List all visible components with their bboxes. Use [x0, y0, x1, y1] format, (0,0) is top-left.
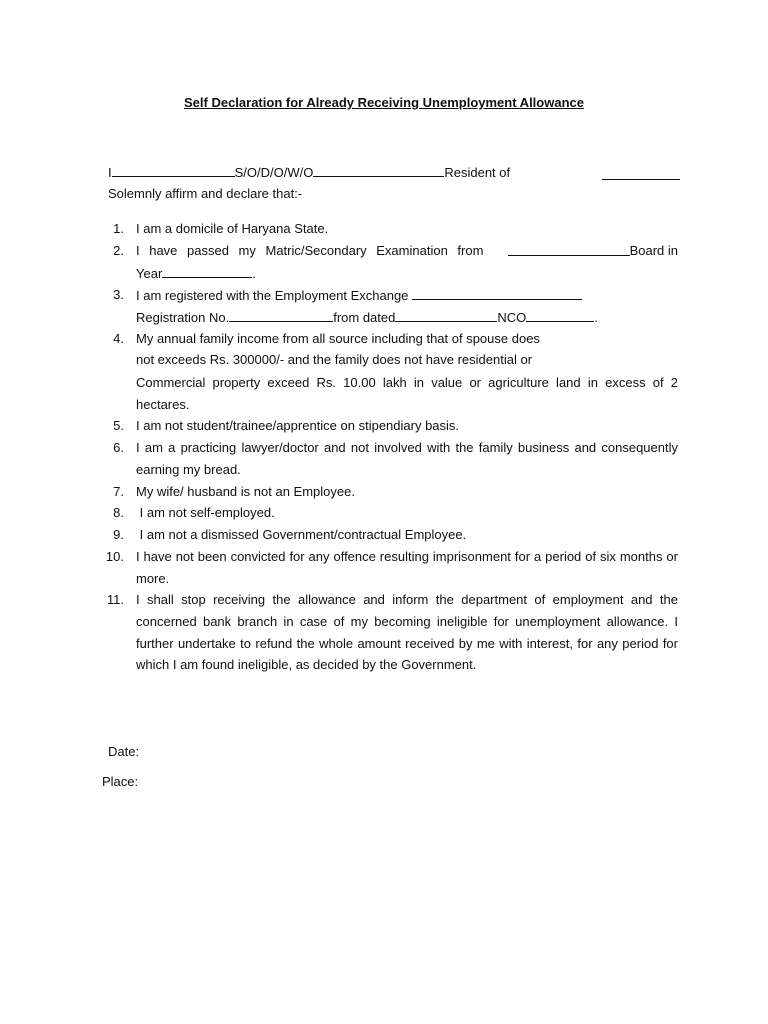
item-number: 11.	[106, 592, 124, 607]
list-item: My wife/ husband is not an Employee.	[136, 484, 355, 499]
item-number: 7.	[113, 484, 124, 499]
intro-line	[108, 164, 510, 180]
affirm-line: Solemnly affirm and declare that:-	[108, 186, 303, 201]
item-number: 3.	[113, 287, 124, 302]
list-item: My annual family income from all source including that of spouse does	[136, 331, 540, 346]
list-item: I am a practicing lawyer/doctor and not involved with the family business and consequently earning my bread.	[136, 440, 678, 477]
item-number: 10.	[105, 549, 124, 564]
year-blank[interactable]	[162, 265, 252, 278]
list-item-cont: hectares.	[136, 397, 190, 412]
place-label: Place:	[102, 774, 139, 789]
guardian-blank[interactable]	[313, 164, 444, 177]
regno-blank[interactable]	[229, 309, 333, 322]
list-item: I am not student/trainee/apprentice on stipendiary basis.	[136, 418, 460, 433]
document-title: Self Declaration for Already Receiving Unemployment Allowance	[184, 95, 584, 110]
list-item: I am not a dismissed Government/contractual Employee.	[136, 527, 467, 542]
list-item: I shall stop receiving the allowance and inform the department of employment and the concerned bank branch in case of my becoming ineligible for unemployment allowance. I further undertake to refund the whole amount received by me with interest, for any period for which I am found ineligible, as decided by the Government.	[136, 592, 678, 673]
list-item	[136, 287, 582, 303]
nco-blank[interactable]	[526, 309, 594, 322]
item-number: 2.	[113, 243, 124, 258]
item-number: 1.	[113, 221, 124, 236]
intro-i: I	[108, 165, 112, 180]
board-blank[interactable]	[508, 243, 630, 256]
item-2-text: I have passed my Matric/Secondary Examination from	[136, 243, 484, 258]
item-number: 8.	[113, 505, 124, 520]
exchange-blank[interactable]	[412, 287, 582, 300]
list-item-cont: Commercial property exceed Rs. 10.00 lakh in value or agriculture land in excess of 2	[136, 375, 678, 390]
list-item: I am a domicile of Haryana State.	[136, 221, 329, 236]
item-2-end: .	[252, 266, 256, 281]
item-number: 5.	[113, 418, 124, 433]
list-item: I am not self-employed.	[136, 505, 275, 520]
list-item: I have not been convicted for any offence resulting imprisonment for a period of six months or more.	[136, 549, 678, 586]
list-item-cont	[136, 265, 256, 281]
list-item	[136, 243, 678, 258]
item-3-nco: NCO	[497, 310, 527, 325]
item-3-regno: Registration No.	[136, 310, 230, 325]
intro-relation: S/O/D/O/W/O	[234, 165, 314, 180]
item-number: 6.	[113, 440, 124, 455]
item-number: 9.	[113, 527, 124, 542]
date-label: Date:	[108, 744, 140, 759]
item-number: 4.	[113, 331, 124, 346]
item-2-board: Board in	[629, 243, 678, 258]
name-blank[interactable]	[112, 164, 235, 177]
dated-blank[interactable]	[395, 309, 497, 322]
list-item-cont: not exceeds Rs. 300000/- and the family does not have residential or	[136, 352, 533, 367]
item-3-dated: from dated	[333, 310, 396, 325]
item-3-text: I am registered with the Employment Exchange	[136, 288, 409, 303]
list-item-cont	[136, 309, 598, 325]
intro-resident: Resident of	[444, 165, 511, 180]
item-3-end: .	[594, 310, 598, 325]
item-2-year: Year	[136, 266, 163, 281]
residence-blank[interactable]	[602, 167, 680, 180]
